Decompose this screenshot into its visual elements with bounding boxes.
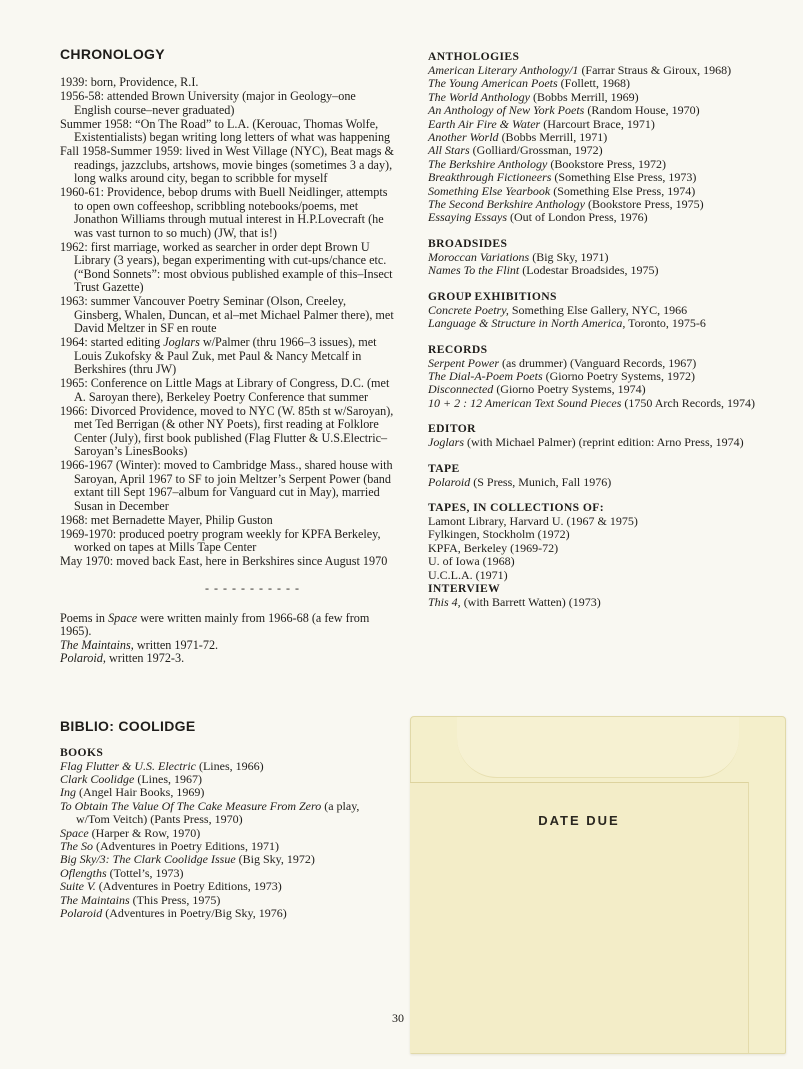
entry-title: American Literary Anthology/1 (428, 63, 579, 77)
entry-title: Something Else Yearbook (428, 183, 551, 198)
date-due-label: DATE DUE (538, 813, 620, 828)
biblio-entry (60, 867, 395, 880)
entry-title: An Anthology of New York Poets (428, 103, 585, 118)
entry-title: Flag Flutter & U.S. Electric (60, 758, 196, 773)
chronology-entry: 1966-1967 (Winter): moved to Cambridge Mass., shared house with Saroyan, April 1967 to SF to join Meltzer’s Serpent Power (band extant till Sept 1967–album for Vanguard cut in May), married Susan in December (60, 458, 393, 513)
entry-title: The So (60, 838, 93, 853)
biblio-entry (428, 317, 758, 330)
biblio-entry (428, 476, 758, 489)
entry-title: Polaroid (428, 474, 471, 489)
space-note: Poems in Space were written mainly from 1966-68 (a few from 1965). (60, 610, 370, 638)
biblio-entry (60, 894, 395, 907)
biblio-entry (428, 515, 758, 528)
entry-title: Names To the Flint (428, 263, 520, 278)
entry-title: Earth Air Fire & Water (428, 116, 541, 131)
entry-title: The Dial-A-Poem Poets (428, 368, 543, 383)
entry-title: Moroccan Variations (428, 249, 530, 264)
entry-details: U.C.L.A. (1971) (428, 567, 508, 582)
chronology-entry: 1956-58: attended Brown University (major in Geology–one English course–never graduated) (60, 89, 356, 117)
polaroid-note: Polaroid, written 1972-3. (60, 651, 185, 665)
section-title: EDITOR (428, 422, 476, 436)
entry-title: Clark Coolidge (60, 771, 135, 786)
chronology-entry: 1962: first marriage, worked as searcher in order dept Brown U Library (3 years), began experimenting with cut-ups/chance etc. (“Bond Sonnets”: most obvious published example of this–Insect Trust Gazette) (60, 239, 393, 294)
entry-details: (Farrar Straus & Giroux, 1968) (578, 63, 732, 77)
section-title: BROADSIDES (428, 236, 508, 250)
section-anthologies (428, 50, 758, 225)
entry-details: Fylkingen, Stockholm (1972) (428, 527, 570, 542)
section-title: BOOKS (60, 745, 104, 759)
entry-title: Another World (428, 130, 499, 145)
section-books (60, 746, 395, 921)
entry-title: The Maintains (60, 892, 130, 907)
maintains-note: The Maintains, written 1971-72. (60, 637, 219, 652)
biblio-entry (428, 211, 758, 224)
section-divider: - - - - - - - - - - - (205, 580, 300, 595)
biblio-entry (428, 91, 758, 104)
entry-details: (as drummer) (Vanguard Records, 1967) (499, 355, 697, 370)
biblio-entry (428, 144, 758, 157)
entry-details: (Bookstore Press, 1972) (547, 156, 666, 171)
entry-title: Big Sky/3: The Clark Coolidge Issue (60, 852, 236, 867)
biblio-entry (60, 853, 395, 866)
chronology-entry: May 1970: moved back East, here in Berkshires since August 1970 (60, 554, 388, 568)
biblio-heading: BIBLIO: COOLIDGE (60, 717, 196, 734)
tape-list (428, 476, 758, 489)
entry-details: (Lodestar Broadsides, 1975) (519, 263, 659, 278)
entry-details: (Bobbs Merrill, 1969) (530, 89, 639, 104)
entry-title: Space (60, 825, 89, 840)
biblio-entry (428, 370, 758, 383)
section-editor (428, 422, 758, 449)
section-title: RECORDS (428, 342, 488, 356)
entry-title: The Second Berkshire Anthology (428, 197, 585, 212)
entry-details: Toronto, 1975-6 (625, 316, 706, 331)
biblio-entry (428, 357, 758, 370)
entry-details: (Tottel’s, 1973) (106, 865, 184, 880)
entry-details: (Harper & Row, 1970) (88, 825, 201, 840)
entry-title: Language & Structure in North America, (428, 316, 626, 331)
biblio-entry (428, 251, 758, 264)
biblio-entry (60, 800, 395, 827)
biblio-entry (428, 542, 758, 555)
entry-title: The Berkshire Anthology (428, 156, 548, 171)
section-tape (428, 462, 758, 489)
entry-title: Disconnected (428, 382, 494, 397)
group-exhibitions-list (428, 304, 758, 331)
pocket-flap (457, 717, 739, 778)
page-number: 30 (392, 1011, 404, 1025)
entry-details: (Something Else Press, 1973) (551, 170, 697, 185)
chronology-list (60, 76, 395, 569)
section-title: GROUP EXHIBITIONS (428, 289, 557, 303)
entry-details: (Adventures in Poetry Editions, 1973) (95, 879, 282, 894)
entry-title: Oflengths (60, 865, 107, 880)
entry-title: Essaying Essays (428, 210, 507, 225)
biblio-entry (428, 198, 758, 211)
entry-details: Something Else Gallery, NYC, 1966 (508, 302, 688, 317)
entry-details: (1750 Arch Records, 1974) (621, 395, 756, 410)
right-column (428, 50, 758, 621)
section-broadsides (428, 237, 758, 278)
entry-title: The Young American Poets (428, 76, 558, 91)
entry-details: (Bookstore Press, 1975) (584, 197, 704, 212)
biblio-entry (428, 171, 758, 184)
chronology-entry: 1939: born, Providence, R.I. (60, 75, 199, 89)
section-group-exhibitions (428, 290, 758, 331)
entry-details: (Adventures in Poetry Editions, 1971) (93, 838, 279, 853)
chronology-entry: 1968: met Bernadette Mayer, Philip Guston (60, 512, 273, 527)
biblio-entry (428, 397, 758, 410)
entry-details: (with Michael Palmer) (reprint edition: Arno Press, 1974) (464, 435, 744, 450)
chronology-entry: Fall 1958-Summer 1959: lived in West Village (NYC), Beat mags & readings, jazzclubs, artshows, movie binges (sometimes 3 a day), long walks around city, began to scribble for myself (60, 144, 394, 185)
composition-notes (60, 612, 395, 666)
biblio-entry (428, 64, 758, 77)
anthologies-list (428, 64, 758, 225)
biblio-entry (60, 827, 395, 840)
biblio-entry (428, 596, 758, 609)
biblio-entry (428, 185, 758, 198)
section-title: INTERVIEW (428, 581, 501, 595)
biblio-entry (428, 131, 758, 144)
biblio-entry (60, 760, 395, 773)
entry-title: Breakthrough Fictioneers (428, 170, 552, 185)
biblio-entry (60, 786, 395, 799)
broadsides-list (428, 251, 758, 278)
entry-details: KPFA, Berkeley (1969-72) (428, 540, 559, 555)
biblio-entry (428, 104, 758, 117)
chronology-entry: 1960-61: Providence, bebop drums with Buell Neidlinger, attempts to open own coffeeshop, scribbling notebooks/poems, met Jonathon Williams through mutual interest in H.P.Lovecraft (he was vast turnon to so much) (JW, that is!) (60, 185, 388, 240)
chronology-entry: 1965: Conference on Little Mags at Library of Congress, D.C. (met A. Saroyan there), Berkeley Poetry Conference that summer (60, 376, 390, 404)
entry-details: (with Barrett Watten) (1973) (460, 594, 601, 609)
date-due-card[interactable] (410, 782, 749, 1053)
magazine-title: Joglars (163, 335, 200, 349)
entry-details: (Bobbs Merrill, 1971) (498, 130, 608, 145)
biblio-entry (428, 569, 758, 582)
entry-title: 10 + 2 : 12 American Text Sound Pieces (428, 395, 622, 410)
entry-details: (a play, w/Tom Veitch) (Pants Press, 1970) (76, 798, 360, 827)
entry-details: (Out of London Press, 1976) (507, 210, 648, 225)
entry-title: To Obtain The Value Of The Cake Measure From Zero (60, 798, 322, 813)
entry-details: (Giorno Poetry Systems, 1974) (493, 382, 646, 397)
editor-list (428, 436, 758, 449)
chronology-entry: 1969-1970: produced poetry program weekly for KPFA Berkeley, worked on tapes at Mills Tape Center (60, 526, 381, 554)
entry-details: (Big Sky, 1971) (529, 249, 609, 264)
entry-title: Concrete Poetry, (428, 302, 509, 317)
entry-details: (This Press, 1975) (129, 892, 221, 907)
section-interview (428, 582, 758, 609)
entry-title: The World Anthology (428, 89, 531, 104)
left-column (60, 46, 395, 932)
entry-details: (Giorno Poetry Systems, 1972) (542, 368, 695, 383)
entry-title: Serpent Power (428, 355, 499, 370)
interview-list (428, 596, 758, 609)
biblio-entry (428, 436, 758, 449)
chronology-entry: Summer 1958: “On The Road” to L.A. (Kerouac, Thomas Wolfe, Existentialists) began writing long letters of what was happening (60, 116, 391, 144)
entry-details: (Angel Hair Books, 1969) (76, 785, 205, 800)
chronology-heading: CHRONOLOGY (60, 46, 165, 62)
records-list (428, 357, 758, 411)
biblio-entry (428, 118, 758, 131)
biblio-entry (60, 907, 395, 920)
entry-details: (Big Sky, 1972) (235, 852, 315, 867)
entry-title: Polaroid (60, 905, 103, 920)
entry-title: This 4, (428, 594, 461, 609)
entry-details: (Adventures in Poetry/Big Sky, 1976) (102, 905, 287, 920)
biblio-entry (428, 264, 758, 277)
entry-details: (S Press, Munich, Fall 1976) (470, 474, 612, 489)
section-records (428, 343, 758, 411)
entry-details: (Lines, 1966) (195, 758, 264, 773)
chronology-entry: 1963: summer Vancouver Poetry Seminar (Olson, Creeley, Ginsberg, Whalen, Duncan, et al–met Michael Palmer there), met David Meltzer in SF en route (60, 294, 394, 335)
biblio-entry (428, 383, 758, 396)
entry-title: Joglars (428, 435, 464, 450)
books-list (60, 760, 395, 921)
entry-title: Ing (60, 785, 76, 800)
tapes-collections-list (428, 515, 758, 582)
entry-title: Suite V. (60, 879, 96, 894)
section-title: ANTHOLOGIES (428, 50, 520, 63)
biblio-entry (428, 528, 758, 541)
entry-details: U. of Iowa (1968) (428, 554, 515, 569)
biblio-entry (428, 158, 758, 171)
entry-title: All Stars (428, 143, 470, 158)
chronology-entry: 1964: started editing Joglars w/Palmer (thru 1966–3 issues), met Louis Zukofsky & Paul Zuk, met Paul & Nancy Metcalf in Berkshires (thru JW) (60, 335, 377, 376)
section-title: TAPE (428, 461, 460, 475)
entry-details: (Lines, 1967) (134, 771, 202, 786)
chronology-entry: 1966: Divorced Providence, moved to NYC (W. 85th st w/Saroyan), met Ted Berrigan (& other NY Poets), first reading at Folklore Center (July), first book published (Flag Flutter & U.S.Electric–Saroyan’s LinesBooks) (60, 403, 394, 458)
biblio-entry (60, 840, 395, 853)
entry-details: (Random House, 1970) (584, 103, 700, 118)
entry-details: (Golliard/Grossman, 1972) (469, 143, 603, 158)
section-tapes-collections (428, 501, 758, 582)
biblio-entry (60, 880, 395, 893)
biblio-entry (428, 304, 758, 317)
biblio-entry (60, 773, 395, 786)
biblio-entry (428, 77, 758, 90)
entry-details: (Harcourt Brace, 1971) (540, 116, 655, 131)
entry-details: Lamont Library, Harvard U. (1967 & 1975) (428, 513, 638, 528)
entry-details: (Follett, 1968) (557, 76, 630, 91)
entry-details: (Something Else Press, 1974) (550, 183, 696, 198)
section-title: TAPES, IN COLLECTIONS OF: (428, 500, 604, 514)
biblio-entry (428, 555, 758, 568)
